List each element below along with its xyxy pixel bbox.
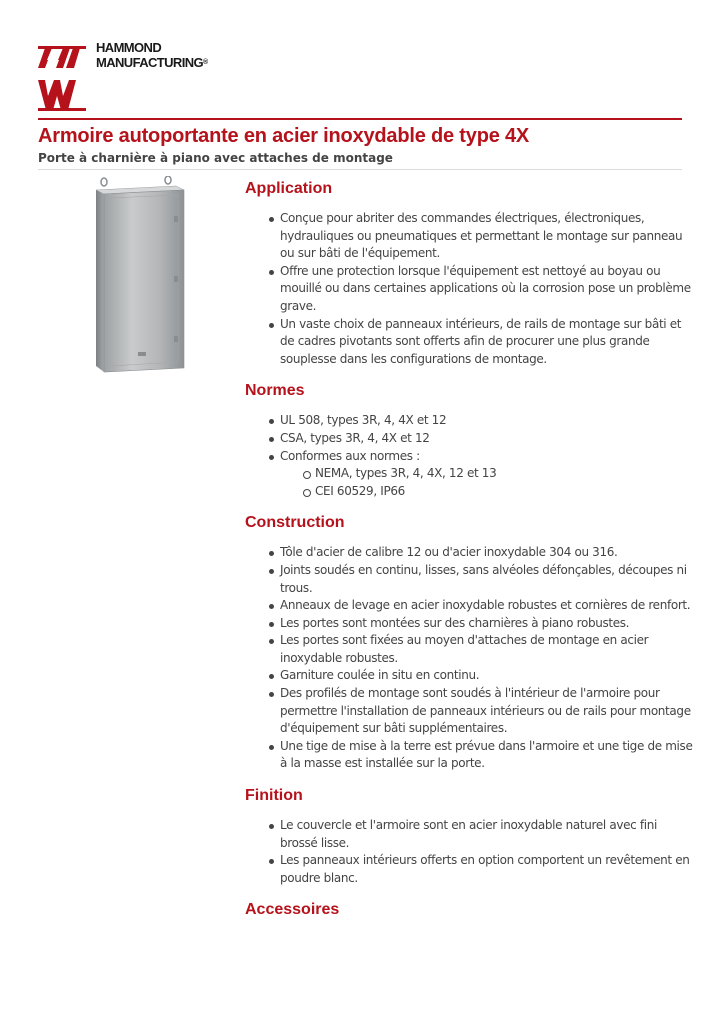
list-item: Une tige de mise à la terre est prévue dans l'armoire et une tige de mise à la masse est installée sur la porte. bbox=[245, 738, 695, 773]
brand-wordmark bbox=[96, 40, 208, 70]
list-item: CSA, types 3R, 4, 4X et 12 bbox=[245, 430, 695, 448]
section-title-finition: Finition bbox=[245, 787, 303, 805]
content-column bbox=[245, 178, 695, 933]
normes-sub-list bbox=[280, 465, 695, 500]
hammond-logo[interactable] bbox=[38, 40, 238, 115]
section-title-construction: Construction bbox=[245, 514, 345, 532]
page-title: Armoire autoportante en acier inoxydable de type 4X bbox=[38, 125, 530, 147]
list-item: Joints soudés en continu, lisses, sans alvéoles défonçables, découpes ni trous. bbox=[245, 562, 695, 597]
list-item: Anneaux de levage en acier inoxydable robustes et cornières de renfort. bbox=[245, 597, 695, 615]
registered-mark: ® bbox=[203, 59, 209, 66]
sub-list-item: NEMA, types 3R, 4, 4X, 12 et 13 bbox=[280, 465, 695, 483]
page-subtitle: Porte à charnière à piano avec attaches de montage bbox=[38, 151, 393, 165]
list-item: Des profilés de montage sont soudés à l'intérieur de l'armoire pour permettre l'installation de panneaux intérieurs ou de rails pour montage d'équipement sur bâti supplémentaires. bbox=[245, 685, 695, 738]
list-item: Le couvercle et l'armoire sont en acier inoxydable naturel avec fini brossé lisse. bbox=[245, 817, 695, 852]
list-item: Offre une protection lorsque l'équipement est nettoyé au boyau ou mouillé ou dans certaines applications où la corrosion pose un problème grave. bbox=[245, 263, 695, 316]
application-list bbox=[245, 210, 695, 368]
section-title-accessoires: Accessoires bbox=[245, 901, 340, 919]
section-normes bbox=[245, 380, 695, 500]
list-item: Garniture coulée in situ en continu. bbox=[245, 667, 695, 685]
brand-line-2: MANUFACTURING bbox=[96, 55, 204, 70]
section-finition bbox=[245, 785, 695, 887]
header-divider bbox=[38, 118, 682, 120]
list-item: Un vaste choix de panneaux intérieurs, de rails de montage sur bâti et de cadres pivotants sont offerts afin de procurer une plus grande souplesse dans les configurations de montage. bbox=[245, 316, 695, 369]
section-application bbox=[245, 178, 695, 368]
section-title-application: Application bbox=[245, 180, 333, 197]
list-item: Conçue pour abriter des commandes électriques, électroniques, hydrauliques ou pneumatiques et permettant le montage sur panneau ou sur bâti de l'équipement. bbox=[245, 210, 695, 263]
section-accessoires bbox=[245, 899, 695, 921]
finition-list bbox=[245, 817, 695, 887]
floor-standing-enclosure-image bbox=[86, 176, 188, 376]
section-construction bbox=[245, 512, 695, 773]
list-item: UL 508, types 3R, 4, 4X et 12 bbox=[245, 412, 695, 430]
subtitle-divider bbox=[38, 169, 682, 170]
section-title-normes: Normes bbox=[245, 382, 305, 400]
list-item-text: Conformes aux normes : bbox=[280, 448, 420, 463]
construction-list bbox=[245, 544, 695, 773]
list-item: Tôle d'acier de calibre 12 ou d'acier inoxydable 304 ou 316. bbox=[245, 544, 695, 562]
brand-line-1: HAMMOND bbox=[96, 40, 162, 55]
hammond-hw-logo-icon bbox=[38, 40, 86, 112]
list-item: Les panneaux intérieurs offerts en option comportent un revêtement en poudre blanc. bbox=[245, 852, 695, 887]
list-item bbox=[245, 448, 695, 466]
list-item: Les portes sont fixées au moyen d'attaches de montage en acier inoxydable robustes. bbox=[245, 632, 695, 667]
normes-list bbox=[245, 412, 695, 465]
sub-list-item: CEI 60529, IP66 bbox=[280, 483, 695, 501]
list-item: Les portes sont montées sur des charnières à piano robustes. bbox=[245, 615, 695, 633]
